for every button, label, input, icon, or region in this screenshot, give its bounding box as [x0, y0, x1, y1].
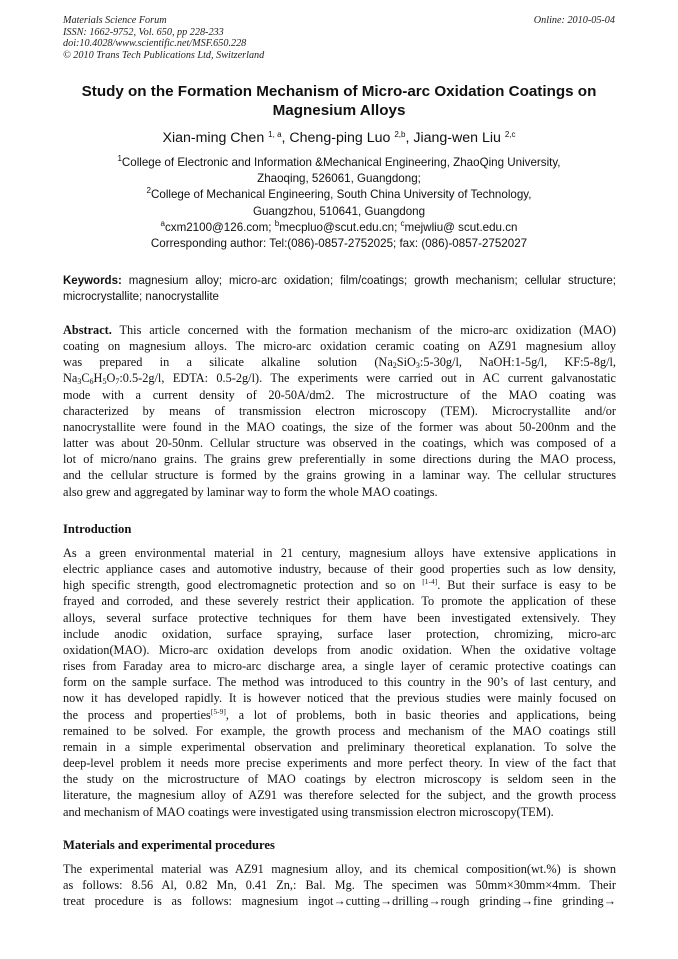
- intro-line: [63, 577, 616, 593]
- intro-line: remained to be solved. For example, the growth process and mechanism of the MAO coatings still: [63, 723, 616, 738]
- intro-line: frayed and corroded, and these severely restrict their application. To promote the application of these: [63, 594, 616, 609]
- affiliation-1-line-2: Zhaoqing, 526061, Guangdong;: [257, 172, 421, 186]
- corresponding-author: Corresponding author: Tel:(086)-0857-2752025; fax: (086)-0857-2752027: [150, 237, 528, 250]
- doi[interactable]: doi:10.4028/www.scientific.net/MSF.650.228: [63, 38, 247, 50]
- intro-line: oxidation(MAO). Micro-arc oxidation develops from anodic oxidation. When the oxidative voltage: [63, 642, 616, 657]
- subscript: 7: [115, 377, 120, 387]
- online-date: Online: 2010-05-04: [533, 15, 615, 26]
- abstract-line: mode with a current density of 20-50A/dm2. The microstructure of the MAO coating was: [63, 387, 616, 402]
- abstract-label: Abstract.: [63, 323, 112, 337]
- introduction-body: [63, 545, 616, 820]
- materials-body: [63, 861, 616, 909]
- abstract-line: lot of micro/nano grains. The grains grew preferentially in some directions during the MAO process,: [63, 452, 616, 467]
- keywords: [63, 273, 616, 305]
- author-affiliation-marker: 2,b: [394, 130, 406, 139]
- email-a[interactable]: cxm2100@126.com;: [164, 220, 272, 234]
- email-c[interactable]: mejwliu@ scut.edu.cn: [404, 220, 518, 234]
- abstract-text: SiO: [396, 355, 416, 370]
- citation-ref[interactable]: [1-4]: [422, 577, 438, 587]
- affiliations: [40, 155, 638, 236]
- materials-line: The experimental material was AZ91 magnesium alloy, and its chemical composition(wt.%) is shown: [63, 862, 616, 876]
- abstract-text: :5-30g/l, NaOH:1-5g/l, KF:5-8g/l,: [419, 355, 616, 370]
- subscript: 3: [77, 377, 82, 387]
- intro-line: [63, 707, 616, 723]
- materials-line: as follows: 8.56 Al, 0.82 Mn, 0.41 Zn,: Bal. Mg. The specimen was 50mm×30mm×4mm. Their: [63, 878, 616, 893]
- email-marker: a: [160, 218, 165, 228]
- section-heading-introduction: Introduction: [63, 522, 132, 536]
- email-line: [40, 220, 638, 236]
- email-b[interactable]: mecpluo@scut.edu.cn;: [279, 220, 398, 234]
- abstract-line: [63, 322, 616, 338]
- email-marker: b: [274, 218, 280, 228]
- abstract-line: also grew and aggregated by laminar way to form the whole MAO coatings.: [63, 484, 438, 499]
- section-heading-materials: Materials and experimental procedures: [63, 838, 275, 852]
- issn-volume: ISSN: 1662-9752, Vol. 650, pp 228-233: [63, 26, 224, 38]
- abstract: [63, 322, 616, 500]
- abstract-line: [63, 354, 616, 370]
- affiliation-text: College of Mechanical Engineering, South China University of Technology,: [151, 188, 532, 202]
- intro-text: . But their surface is easy to be: [437, 578, 616, 593]
- intro-line: now it has developed rapidly. It is however noticed that the previous studies were mainly focused on: [63, 691, 616, 706]
- intro-text: the process and properties: [63, 707, 211, 722]
- keywords-label: Keywords:: [63, 275, 122, 287]
- abstract-text: C: [81, 371, 90, 386]
- intro-line: remain in a simple experimental observation and preliminary theoretical explanation. To solve the: [63, 739, 616, 754]
- affiliation-marker: 1: [117, 154, 122, 163]
- publication-header: [63, 15, 615, 61]
- paper-title: [48, 82, 630, 120]
- intro-line: electric appliance cases and automotive industry, because of their good properties such as low density,: [63, 562, 616, 577]
- title-line-2: Magnesium Alloys: [272, 102, 406, 119]
- abstract-line: coating on magnesium alloys. The micro-arc oxidation ceramic coating on AZ91 magnesium alloy: [63, 339, 616, 354]
- subscript: 6: [89, 377, 94, 387]
- author-affiliation-marker: 1, a: [268, 130, 282, 139]
- intro-line: and mechanism of MAO coatings were investigated using transmission electron microscopy(TEM).: [63, 804, 554, 819]
- intro-text: high specific strength, good electromagnetic protection and so on: [63, 578, 416, 593]
- author-name: Xian-ming Chen: [162, 130, 265, 146]
- subscript: 5: [102, 377, 107, 387]
- abstract-line: latter was about 20-50nm. Cellular structure was observed in the coatings, which was composed of a: [63, 436, 616, 451]
- abstract-line: nanocrystallite were found in the MAO coatings, the size of the former was about 50-200nm and the: [63, 419, 616, 434]
- intro-line: the study on the microstructure of MAO coatings by electron microscopy is seldom seen in the: [63, 772, 616, 787]
- abstract-line: characterized by means of transmission electron microscopy (TEM). Microcrystallite and/or: [63, 403, 616, 418]
- title-line-1: Study on the Formation Mechanism of Micro-arc Oxidation Coatings on: [81, 83, 597, 100]
- subscript: 3: [415, 361, 420, 371]
- affiliation-text: College of Electronic and Information &Mechanical Engineering, ZhaoQing University,: [121, 156, 561, 169]
- author-name: Cheng-ping Luo: [289, 130, 391, 146]
- copyright: © 2010 Trans Tech Publications Ltd, Switzerland: [63, 49, 265, 61]
- abstract-text: was prepared in a silicate alkaline solution (Na: [63, 355, 393, 370]
- subscript: 2: [392, 361, 397, 371]
- materials-line: treat procedure is as follows: magnesium ingot→cutting→drilling→rough grinding→fine grinding→: [63, 894, 616, 909]
- intro-line: alloys, several surface protective techniques for them have been investigated extensively. They: [63, 610, 616, 625]
- intro-line: deep-level problem it needs more precise experiments and more perfect theory. In view of the fact that: [63, 756, 616, 771]
- abstract-text: :0.5-2g/l, EDTA: 0.5-2g/l). The experiments were carried out in AC current galvanostatic: [119, 371, 616, 386]
- intro-line: include anodic oxidation, surface spraying, surface laser protection, chromizing, micro-arc: [63, 626, 616, 641]
- intro-line: form on the sample surface. The method was introduced to this country in the 90’s of last century, and: [63, 675, 616, 690]
- abstract-text: H: [93, 371, 103, 386]
- abstract-text: O: [106, 371, 116, 386]
- affiliation-marker: 2: [146, 186, 151, 196]
- email-marker: c: [400, 218, 405, 228]
- abstract-line: and the cellular structure is formed by the grains growing in a laminar way. The cellular structures: [63, 468, 616, 483]
- journal-name: Materials Science Forum: [63, 15, 167, 26]
- abstract-line: [63, 370, 616, 386]
- abstract-text: Na: [63, 371, 78, 386]
- affiliation-2-line-1: [40, 187, 638, 203]
- abstract-text: This article concerned with the formation mechanism of the micro-arc oxidization (MAO): [119, 323, 616, 337]
- keywords-text: magnesium alloy; micro-arc oxidation; film/coatings; growth mechanism; cellular structure; microcrystallite; nanocrystallite: [63, 275, 616, 303]
- intro-line: literature, the magnesium alloy of AZ91 was therefore selected for the subject, and the growth process: [63, 788, 616, 803]
- citation-ref[interactable]: [5-9]: [210, 706, 226, 716]
- intro-line: As a green environmental material in 21 century, magnesium alloys have extensive applications in: [63, 546, 616, 560]
- affiliation-2-line-2: Guangzhou, 510641, Guangdong: [252, 204, 426, 218]
- intro-text: , a lot of problems, both in basic theories and applications, being: [225, 707, 616, 722]
- affiliation-1-line-1: [40, 155, 638, 171]
- author-list: Xian-ming Chen $^{1, a}$, Cheng-ping Luo $^{2,b}$, Jiang-wen Liu $^{2,c}$: [162, 130, 516, 146]
- author-affiliation-marker: 2,c: [504, 130, 516, 139]
- author-name: Jiang-wen Liu: [413, 130, 501, 146]
- intro-line: rises from Faraday area to micro-arc discharge area, a single layer of ceramic protective coatings can: [63, 659, 616, 674]
